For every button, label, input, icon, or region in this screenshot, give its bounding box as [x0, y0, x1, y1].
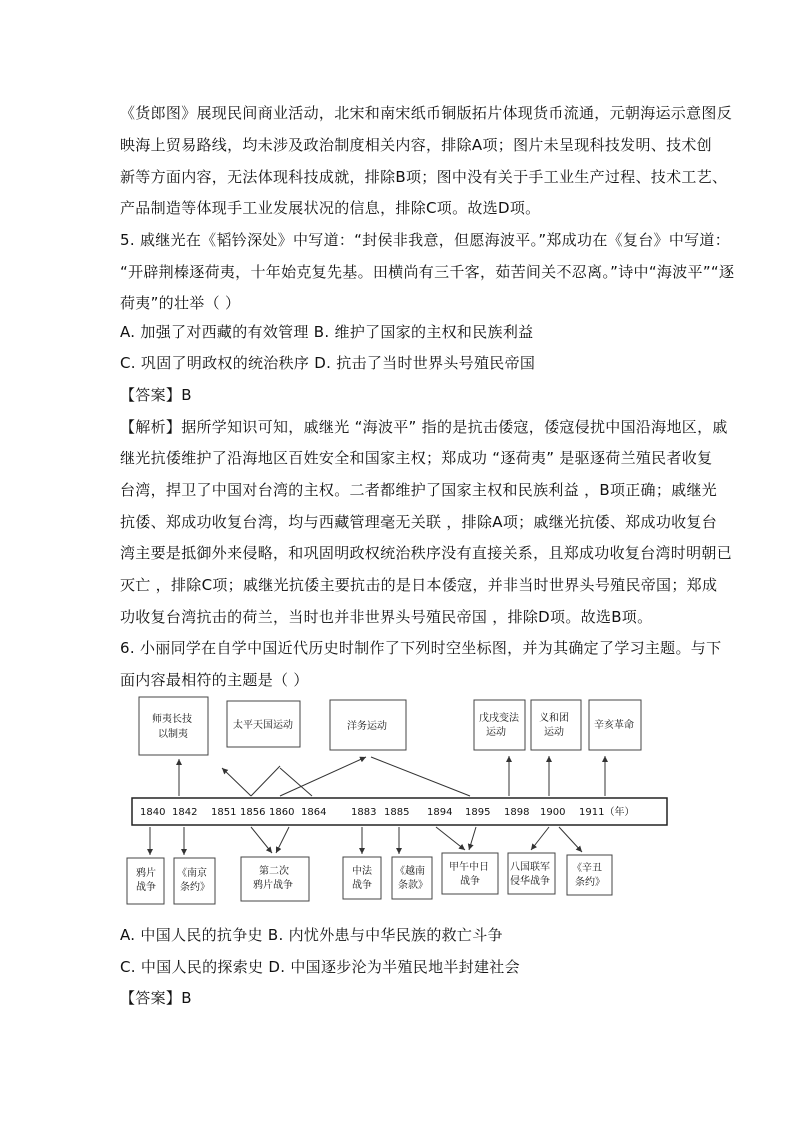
svg-text:鸦片战争: 鸦片战争	[253, 880, 293, 891]
year-label: 1894	[427, 807, 453, 818]
year-label: 1898	[504, 807, 530, 818]
svg-text:以制夷: 以制夷	[158, 729, 188, 740]
analysis-line: 台湾，捍卫了中国对台湾的主权。二者都维护了国家主权和民族利益 ，B项正确；戚继光	[120, 481, 718, 499]
analysis-line: 功收复台湾抗击的荷兰，当时也并非世界头号殖民帝国 ，排除D项。故选B项。	[120, 608, 653, 626]
year-label: 1860	[269, 807, 295, 818]
year-label: 1885	[384, 807, 410, 818]
answer-label: 【答案】B	[120, 989, 192, 1007]
text-line: 《货郎图》展现民间商业活动，北宋和南宋纸币铜版拓片体现货币流通，元朝海运示意图反	[120, 104, 733, 122]
svg-text:辛亥革命: 辛亥革命	[594, 720, 634, 731]
text-line: 映海上贸易路线，均未涉及政治制度相关内容，排除A项；图片未呈现科技发明、技术创	[120, 136, 712, 154]
analysis-line: 继光抗倭维护了沿海地区百姓安全和国家主权；郑成功 “逐荷夷” 是驱逐荷兰殖民者收复	[120, 449, 713, 467]
bottom-box-sino-french-war	[343, 857, 381, 899]
svg-text:戊戌变法: 戊戌变法	[479, 713, 519, 724]
year-label: 1883	[351, 807, 377, 818]
bottom-box-opium-war	[127, 858, 164, 904]
svg-text:战争: 战争	[352, 880, 372, 891]
svg-text:洋务运动: 洋务运动	[347, 721, 387, 732]
svg-text:鸦片: 鸦片	[136, 868, 156, 879]
svg-text:八国联军: 八国联军	[510, 862, 550, 873]
top-box-yangwu	[330, 700, 406, 750]
svg-text:义和团: 义和团	[539, 713, 569, 724]
svg-text:条约》: 条约》	[575, 877, 605, 888]
text-line: 荷夷”的壮举（ ）	[120, 294, 241, 312]
year-label: 1900	[540, 807, 566, 818]
option-line: C. 中国人民的探索史 D. 中国逐步沦为半殖民地半封建社会	[120, 958, 520, 976]
option-line: A. 加强了对西藏的有效管理 B. 维护了国家的主权和民族利益	[120, 323, 534, 341]
bottom-box-eight-nation-war	[508, 853, 555, 894]
top-box-wuxu	[474, 700, 525, 750]
svg-text:第二次: 第二次	[259, 866, 289, 877]
svg-text:太平天国运动: 太平天国运动	[233, 720, 293, 731]
svg-text:运动: 运动	[544, 727, 564, 738]
top-box-shiyi	[139, 697, 208, 755]
year-label: 1840	[140, 807, 166, 818]
option-line: A. 中国人民的抗争史 B. 内忧外患与中华民族的救亡斗争	[120, 926, 503, 944]
bottom-box-sino-japanese-war	[442, 853, 498, 894]
question-6-stem: 6. 小丽同学在自学中国近代历史时制作了下列时空坐标图，并为其确定了学习主题。与下	[120, 639, 722, 657]
svg-text:侵华战争: 侵华战争	[510, 876, 550, 887]
year-label: 1856	[240, 807, 266, 818]
svg-text:《辛丑: 《辛丑	[572, 863, 602, 874]
bottom-box-vietnam-treaty	[392, 857, 432, 899]
bottom-box-second-opium-war	[241, 857, 309, 901]
text-line: 产品制造等体现手工业发展状况的信息，排除C项。故选D项。	[120, 199, 541, 217]
top-box-yihetuan	[531, 700, 581, 750]
year-label: 1842	[172, 807, 198, 818]
text-line: 新等方面内容，无法体现科技成就，排除B项；图中没有关于手工业生产过程、技术工艺、	[120, 168, 728, 186]
question-5-stem: 5. 戚继光在《韬钤深处》中写道：“封侯非我意，但愿海波平。”郑成功在《复台》中写道：	[120, 231, 731, 249]
svg-text:甲午中日: 甲午中日	[449, 862, 489, 873]
year-label: 1895	[465, 807, 491, 818]
analysis-line: 抗倭、郑成功收复台湾，均与西藏管理毫无关联 ，排除A项；戚继光抗倭、郑成功收复台	[120, 513, 718, 531]
svg-text:战争: 战争	[136, 882, 156, 893]
answer-label: 【答案】B	[120, 386, 192, 404]
bottom-box-nanjing-treaty	[174, 858, 215, 904]
analysis-line: 灭亡 ，排除C项；戚继光抗倭主要抗击的是日本倭寇，并非当时世界头号殖民帝国；郑成	[120, 576, 718, 594]
year-label: 1851	[211, 807, 237, 818]
svg-text:《南京: 《南京	[177, 868, 207, 879]
bottom-box-xinchou-treaty	[567, 855, 612, 895]
top-box-xinhai	[589, 700, 641, 750]
svg-text:师夷长技: 师夷长技	[152, 714, 192, 725]
text-line: “开辟荆榛逐荷夷，十年始克复先基。田横尚有三千客，茹苦间关不忍离。”诗中“海波平”“逐	[120, 263, 735, 281]
analysis-line: 【解析】据所学知识可知，戚继光 “海波平” 指的是抗击倭寇，倭寇侵扰中国沿海地区，戚	[120, 418, 728, 436]
svg-text:《越南: 《越南	[395, 866, 425, 877]
svg-text:条约》: 条约》	[180, 882, 210, 893]
option-line: C. 巩固了明政权的统治秩序 D. 抗击了当时世界头号殖民帝国	[120, 354, 536, 372]
svg-text:条款》: 条款》	[398, 880, 428, 891]
year-label: 1911（年）	[579, 807, 635, 818]
top-box-taiping	[227, 701, 300, 747]
text-line: 面内容最相符的主题是（ ）	[120, 671, 309, 689]
svg-text:战争: 战争	[460, 876, 480, 887]
svg-text:运动: 运动	[486, 727, 506, 738]
svg-text:中法: 中法	[352, 866, 372, 877]
year-label: 1864	[301, 807, 327, 818]
analysis-line: 湾主要是抵御外来侵略，和巩固明政权统治秩序没有直接关系，且郑成功收复台湾时明朝已	[120, 544, 733, 562]
